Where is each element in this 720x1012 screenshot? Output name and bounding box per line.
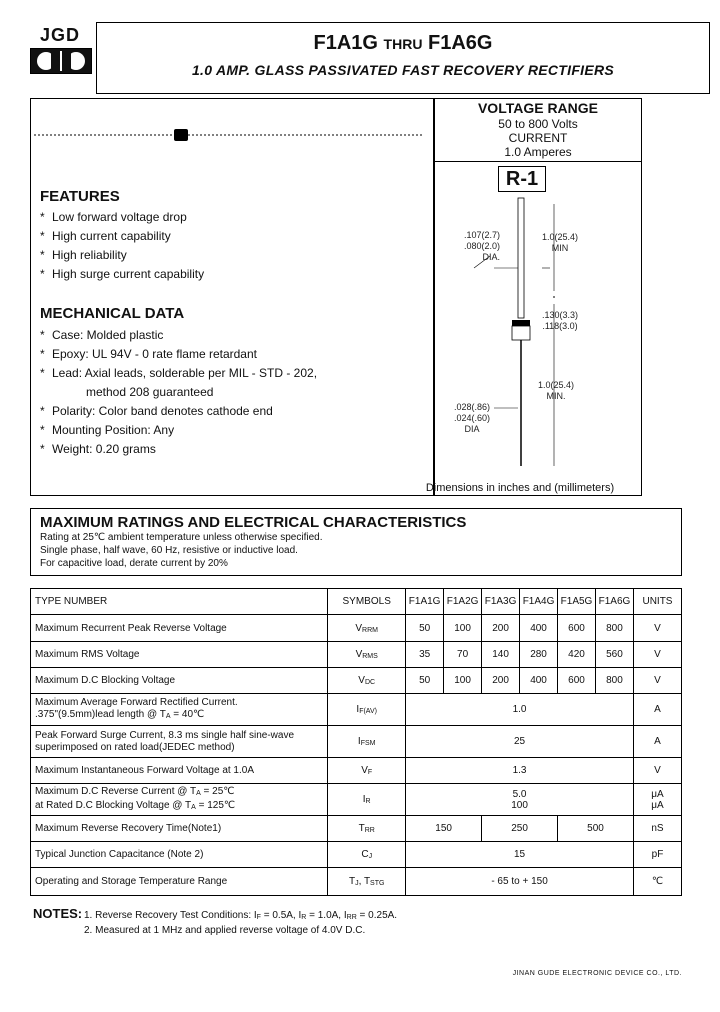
package-label: R-1: [498, 166, 546, 192]
lead-dia-dim: .107(2.7) .080(2.0) DIA.: [463, 230, 500, 262]
list-item: * Low forward voltage drop: [40, 210, 187, 224]
table-header-row: [31, 589, 682, 615]
header-part: F1A6G: [595, 589, 633, 615]
footer-company: JINAN GUDE ELECTRONIC DEVICE CO., LTD.: [512, 970, 682, 977]
header-units: UNITS: [633, 589, 681, 615]
header-part: F1A5G: [558, 589, 596, 615]
table-row: Maximum Recurrent Peak Reverse Voltage VRRM 50 100 200 400 600 800 V: [31, 615, 682, 642]
list-item: * Epoxy: UL 94V - 0 rate flame retardant: [40, 347, 257, 361]
header-part: F1A1G: [406, 589, 444, 615]
list-item: * High reliability: [40, 248, 127, 262]
dimension-caption: Dimensions in inches and (millimeters): [425, 482, 615, 494]
header-part: F1A4G: [520, 589, 558, 615]
table-row: Maximum RMS Voltage VRMS 35 70 140 280 420 560 V: [31, 642, 682, 668]
list-item: * High surge current capability: [40, 267, 205, 281]
mechanical-list: [40, 326, 317, 459]
ratings-table: [30, 588, 682, 896]
table-row: Maximum Average Forward Rectified Current. .375"(9.5mm)lead length @ TA = 40℃ IF(AV) 1.0 A: [31, 694, 682, 726]
ratings-note: For capacitive load, derate current by 20%: [40, 558, 228, 569]
table-row: Typical Junction Capacitance (Note 2) CJ 15 pF: [31, 842, 682, 868]
current-label: CURRENT: [508, 131, 568, 145]
diode-outline-icon: [34, 126, 430, 144]
table-row: Maximum Reverse Recovery Time(Note1) TRR 150 250 500 nS: [31, 816, 682, 842]
wire-dia-dim: .028(.86) .024(.60) DIA: [453, 402, 491, 434]
page-title: F1A1G THRU F1A6G: [313, 32, 493, 54]
voltage-range-title: VOLTAGE RANGE: [477, 100, 599, 116]
table-row: Maximum D.C Reverse Current @ TA = 25℃ at Rated D.C Blocking Voltage @ TA = 125℃ IR 5.0 100 μA μA: [31, 784, 682, 816]
page-subtitle: 1.0 AMP. GLASS PASSIVATED FAST RECOVERY RECTIFIERS: [191, 62, 615, 78]
current-value: 1.0 Amperes: [504, 145, 572, 159]
list-item-continuation: method 208 guaranteed: [86, 385, 214, 399]
lead-length-top-dim: 1.0(25.4) MIN: [541, 232, 579, 253]
note-2: 2. Measured at 1 MHz and applied reverse voltage of 4.0V D.C.: [84, 925, 366, 936]
list-item: * Polarity: Color band denotes cathode end: [40, 404, 273, 418]
table-row: Peak Forward Surge Current, 8.3 ms single half sine-wave superimposed on rated load(JEDEC method) IFSM 25 A: [31, 726, 682, 758]
list-item: * Case: Molded plastic: [40, 328, 164, 342]
logo-emblem-icon: [30, 48, 92, 74]
body-length-dim: .130(3.3) .118(3.0): [541, 310, 579, 331]
ratings-title: MAXIMUM RATINGS AND ELECTRICAL CHARACTERISTICS: [40, 514, 467, 531]
table-row: Maximum Instantaneous Forward Voltage at 1.0A VF 1.3 V: [31, 758, 682, 784]
header-symbols: SYMBOLS: [328, 589, 406, 615]
list-item: * Lead: Axial leads, solderable per MIL - STD - 202,: [40, 366, 318, 380]
mechanical-heading: MECHANICAL DATA: [40, 305, 185, 322]
features-list: [40, 208, 204, 284]
list-item: * High current capability: [40, 229, 171, 243]
header-type: TYPE NUMBER: [31, 589, 328, 615]
table-row: Maximum D.C Blocking Voltage VDC 50 100 200 400 600 800 V: [31, 668, 682, 694]
header-part: F1A3G: [482, 589, 520, 615]
lead-length-bottom-dim: 1.0(25.4) MIN.: [537, 380, 575, 401]
table-row: Operating and Storage Temperature Range TJ, TSTG - 65 to + 150 ℃: [31, 868, 682, 896]
voltage-range-value: 50 to 800 Volts: [498, 117, 578, 131]
notes-label: NOTES:: [33, 906, 83, 921]
ratings-note: Rating at 25℃ ambient temperature unless otherwise specified.: [40, 532, 323, 543]
logo-text: JGD: [40, 25, 81, 45]
features-heading: FEATURES: [40, 188, 120, 205]
ratings-note: Single phase, half wave, 60 Hz, resistive or inductive load.: [40, 545, 298, 556]
list-item: * Mounting Position: Any: [40, 423, 175, 437]
header-part: F1A2G: [444, 589, 482, 615]
voltage-range-box: [434, 98, 642, 162]
note-1: 1. Reverse Recovery Test Conditions: IF = 0.5A, IR = 1.0A, IRR = 0.25A.: [84, 910, 398, 921]
list-item: * Weight: 0.20 grams: [40, 442, 156, 456]
